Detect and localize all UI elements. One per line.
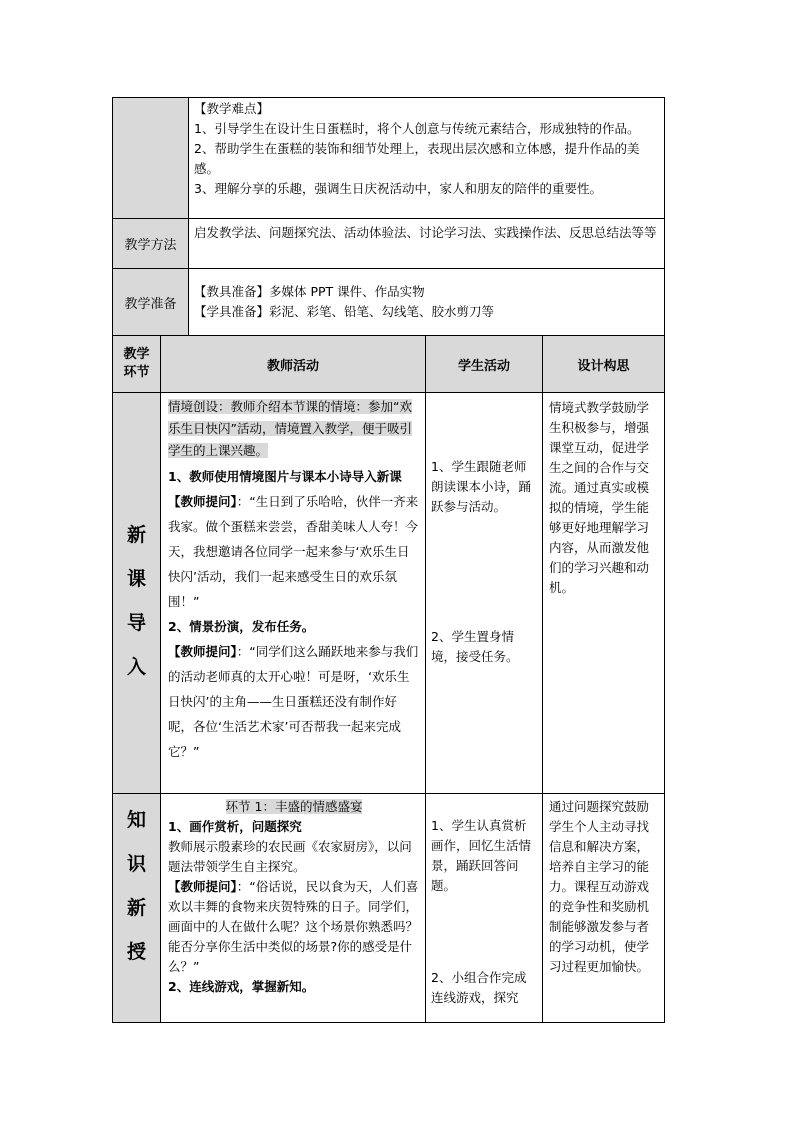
difficulty-title: 【教学难点】 [194,101,270,116]
difficulty-label-cell [112,97,189,219]
section1-student-cell [425,392,543,794]
section1-stage-char-1: 新 [126,524,146,546]
section1-ask1-text: ：“生日到了乐哈哈，伙伴一齐来我家。做个蛋糕来尝尝，香甜美味人人夸！今天，我想邀请各位同学一起来参与‘欢乐生日快闪’活动，我们一起来感受生日的欢乐氛围！” [168,494,419,609]
header-design: 设计构思 [542,335,665,393]
section1-design-text: 情境式教学鼓励学生积极参与，增强课堂互动，促进学生之间的合作与交流。通过真实或模拟的情境，学生能够更好地理解学习内容，从而激发他们的学习兴趣和动机。 [549,400,650,595]
scene-setting: 情境创设：教师介绍本节课的情境：参加“欢乐生日快闪”活动，情境置入教学，便于吸引学生的上课兴趣。 [168,399,412,458]
prep-teacher: 【教具准备】多媒体 PPT 课件、作品实物 [194,284,425,299]
section2-link-title: 环节 1：丰盛的情感盛宴 [225,799,363,814]
section1-ask1 [168,489,420,614]
header-stage [112,335,161,393]
section2-student-2: 2、小组合作完成连线游戏，探究 [431,970,527,1005]
section1-step1-title: 1、教师使用情境图片与课本小诗导入新课 [168,469,402,484]
section2-step1-text: 教师展示殷素珍的农民画《农家厨房》，以问题法带领学生自主探究。 [168,839,412,874]
method-label: 教学方法 [112,218,189,269]
header-teacher: 教师活动 [160,335,426,393]
section2-stage-char-3: 新 [126,897,146,919]
section2-stage-cell [112,793,161,1023]
section2-design-cell [542,793,665,1023]
header-student: 学生活动 [425,335,543,393]
section1-stage-char-4: 入 [126,656,146,678]
section1-ask2-text: ：“同学们这么踊跃地来参与我们的活动老师真的太开心啦！可是呀，‘欢乐生日快闪’的主角——生日蛋糕还没有制作好呢，各位‘生活艺术家’可否帮我一起来完成它？” [168,644,419,759]
section1-student-2: 2、学生置身情境，接受任务。 [431,629,519,664]
section2-ask-label: 【教师提问】 [168,879,237,894]
section2-design-text: 通过问题探究鼓励学生个人主动寻找信息和解决方案，培养自主学习的能力。课程互动游戏的竞争性和奖励机制能够激发参与者的学习动机，使学习过程更加愉快。 [549,799,650,974]
section1-ask2 [168,639,420,764]
section2-teacher-cell [160,793,426,1023]
prep-cell [188,268,665,336]
prep-label: 教学准备 [112,268,189,336]
section2-step2-title: 2、连线游戏，掌握新知。 [168,979,315,994]
section1-ask2-label: 【教师提问】 [168,644,237,659]
section1-student-1: 1、学生跟随老师朗读课本小诗，踊跃参与活动。 [431,459,532,514]
section2-stage-char-4: 授 [126,941,146,963]
section1-ask1-label: 【教师提问】 [168,494,237,509]
difficulty-item-1: 1、引导学生在设计生日蛋糕时，将个人创意与传统元素结合，形成独特的作品。 [194,121,640,136]
difficulty-cell [188,97,665,219]
section1-step2-title: 2、情景扮演，发布任务。 [168,619,315,634]
section2-ask [168,877,420,977]
difficulty-item-3: 3、理解分享的乐趣，强调生日庆祝活动中，家人和朋友的陪伴的重要性。 [194,181,602,196]
section2-ask-text: ：“俗话说，民以食为天，人们喜欢以丰舞的食物来庆贺特殊的日子。同学们，画面中的人在做什么呢？这个场景你熟悉吗？能否分享你生活中类似的场景?你的感受是什么？” [168,879,419,974]
section1-design-cell [542,392,665,794]
prep-student: 【学具准备】彩泥、彩笔、铅笔、勾线笔、胶水剪刀等 [194,304,495,319]
section2-stage-char-2: 识 [126,853,146,875]
section2-step1-title: 1、画作赏析，问题探究 [168,819,302,834]
method-text: 启发教学法、问题探究法、活动体验法、讨论学习法、实践操作法、反思总结法等等 [188,218,665,269]
section2-student-cell [425,793,543,1023]
section2-student-1: 1、学生认真赏析画作，回忆生活情景，踊跃回答问题。 [431,818,532,893]
section1-stage-cell [112,392,161,794]
section1-teacher-cell [160,392,426,794]
section1-stage-char-2: 课 [126,568,146,590]
section2-stage-char-1: 知 [126,809,146,831]
header-stage-label: 教学环节 [123,347,150,380]
section1-stage-char-3: 导 [126,612,146,634]
difficulty-item-2: 2、帮助学生在蛋糕的装饰和细节处理上，表现出层次感和立体感，提升作品的美感。 [194,141,640,176]
